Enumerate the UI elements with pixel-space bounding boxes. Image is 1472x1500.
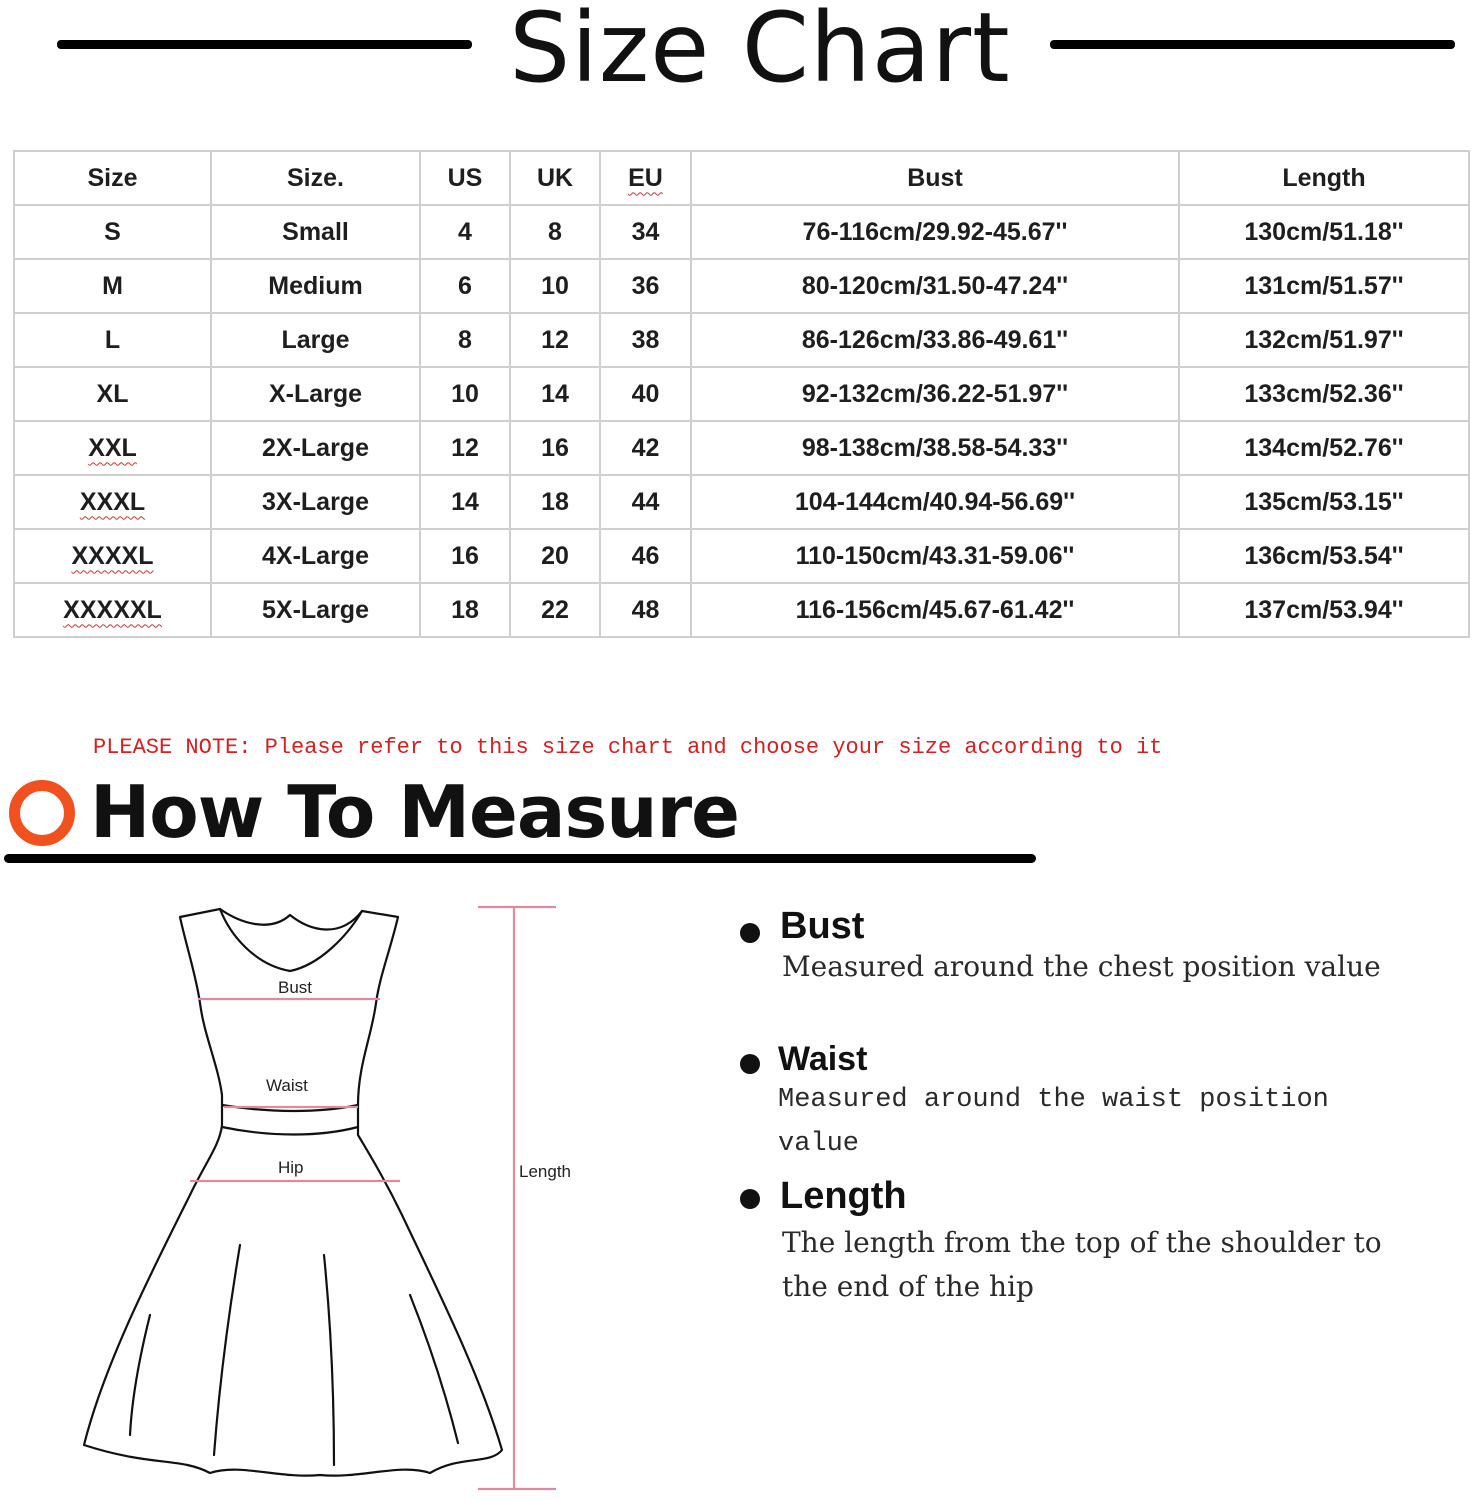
table-cell: 14 — [420, 475, 510, 529]
how-to-measure-rule — [4, 854, 1036, 863]
table-cell — [14, 421, 211, 475]
bullet-dot-icon — [740, 1054, 760, 1074]
table-cell: 34 — [600, 205, 691, 259]
title-rule-right — [1050, 40, 1455, 49]
size-code: XXXXXL — [63, 595, 162, 624]
table-cell: 137cm/53.94'' — [1179, 583, 1469, 637]
table-cell — [14, 475, 211, 529]
skirt-fold-3 — [324, 1255, 334, 1465]
header-uk: UK — [510, 151, 600, 205]
table-cell: 48 — [600, 583, 691, 637]
table-cell: 76-116cm/29.92-45.67'' — [691, 205, 1179, 259]
table-header-row — [14, 151, 1469, 205]
table-cell: 133cm/52.36'' — [1179, 367, 1469, 421]
header-size: Size — [14, 151, 211, 205]
table-row — [14, 583, 1469, 637]
table-cell: 135cm/53.15'' — [1179, 475, 1469, 529]
table-cell: 40 — [600, 367, 691, 421]
table-row — [14, 367, 1469, 421]
table-cell: 98-138cm/38.58-54.33'' — [691, 421, 1179, 475]
table-cell: 14 — [510, 367, 600, 421]
definition-desc: Measured around the chest position value — [782, 950, 1381, 983]
table-cell: 18 — [510, 475, 600, 529]
table-cell: 8 — [510, 205, 600, 259]
table-cell: M — [14, 259, 211, 313]
table-cell: 12 — [510, 313, 600, 367]
table-cell: 6 — [420, 259, 510, 313]
table-cell: 44 — [600, 475, 691, 529]
bullet-dot-icon — [740, 1189, 760, 1209]
definition-desc: The length from the top of the shoulder to the end of the hip — [782, 1226, 1382, 1303]
table-row — [14, 205, 1469, 259]
bust-label: Bust — [278, 978, 313, 997]
definition-length — [740, 1175, 1440, 1315]
table-cell: 18 — [420, 583, 510, 637]
table-cell: 110-150cm/43.31-59.06'' — [691, 529, 1179, 583]
page-title: Size Chart — [509, 0, 1011, 104]
header-eu-label: EU — [628, 163, 663, 192]
table-cell: 134cm/52.76'' — [1179, 421, 1469, 475]
skirt-fold-1 — [130, 1315, 150, 1435]
table-cell: 132cm/51.97'' — [1179, 313, 1469, 367]
table-cell: 16 — [510, 421, 600, 475]
header-length: Length — [1179, 151, 1469, 205]
skirt-fold-2 — [214, 1245, 240, 1455]
table-cell: 16 — [420, 529, 510, 583]
table-row — [14, 529, 1469, 583]
waist-label: Waist — [266, 1076, 308, 1095]
waistband-bottom — [222, 1127, 358, 1135]
table-cell: 80-120cm/31.50-47.24'' — [691, 259, 1179, 313]
table-cell: 8 — [420, 313, 510, 367]
table-cell: 3X-Large — [211, 475, 420, 529]
table-cell: 12 — [420, 421, 510, 475]
definition-desc: Measured around the waist position value — [778, 1085, 1329, 1159]
table-cell: Medium — [211, 259, 420, 313]
table-cell: 22 — [510, 583, 600, 637]
header-bust: Bust — [691, 151, 1179, 205]
table-row — [14, 259, 1469, 313]
table-cell: 86-126cm/33.86-49.61'' — [691, 313, 1179, 367]
table-cell: 4X-Large — [211, 529, 420, 583]
table-cell: 46 — [600, 529, 691, 583]
size-chart-header — [0, 0, 1472, 110]
how-to-measure-title: How To Measure — [90, 770, 739, 854]
table-cell: 42 — [600, 421, 691, 475]
header-eu — [600, 151, 691, 205]
bullet-dot-icon — [740, 923, 760, 943]
table-cell: 10 — [510, 259, 600, 313]
size-code: XXXXL — [71, 541, 154, 570]
how-to-measure-header — [0, 770, 1040, 870]
title-rule-left — [57, 40, 472, 49]
table-cell — [14, 529, 211, 583]
header-us: US — [420, 151, 510, 205]
definition-waist — [740, 1040, 1440, 1159]
size-code: XXXL — [79, 487, 146, 516]
table-cell: X-Large — [211, 367, 420, 421]
size-code: XXL — [88, 433, 137, 462]
header-size-name: Size. — [211, 151, 420, 205]
table-cell: 20 — [510, 529, 600, 583]
table-row — [14, 475, 1469, 529]
dress-diagram — [80, 895, 600, 1495]
measure-lines — [190, 907, 556, 1489]
table-cell: 104-144cm/40.94-56.69'' — [691, 475, 1179, 529]
hip-label: Hip — [278, 1158, 304, 1177]
definition-term: Length — [780, 1175, 907, 1217]
length-label: Length — [519, 1162, 571, 1181]
table-cell: 2X-Large — [211, 421, 420, 475]
table-cell: 36 — [600, 259, 691, 313]
table-cell: Small — [211, 205, 420, 259]
definition-term: Waist — [778, 1040, 868, 1078]
table-cell: S — [14, 205, 211, 259]
circle-bullet-icon — [9, 780, 75, 846]
table-cell — [14, 583, 211, 637]
size-note: PLEASE NOTE: Please refer to this size chart and choose your size according to it — [93, 735, 1163, 760]
table-cell: Large — [211, 313, 420, 367]
table-cell: 136cm/53.54'' — [1179, 529, 1469, 583]
definition-bust — [740, 905, 1440, 995]
table-cell: 4 — [420, 205, 510, 259]
definition-term: Bust — [780, 905, 865, 947]
table-cell: L — [14, 313, 211, 367]
table-cell: 116-156cm/45.67-61.42'' — [691, 583, 1179, 637]
table-cell: 10 — [420, 367, 510, 421]
table-cell: 131cm/51.57'' — [1179, 259, 1469, 313]
neckline — [220, 909, 362, 971]
table-row — [14, 313, 1469, 367]
table-cell: 130cm/51.18'' — [1179, 205, 1469, 259]
table-cell: XL — [14, 367, 211, 421]
table-cell: 5X-Large — [211, 583, 420, 637]
size-table — [13, 150, 1470, 638]
table-row — [14, 421, 1469, 475]
table-cell: 38 — [600, 313, 691, 367]
table-cell: 92-132cm/36.22-51.97'' — [691, 367, 1179, 421]
